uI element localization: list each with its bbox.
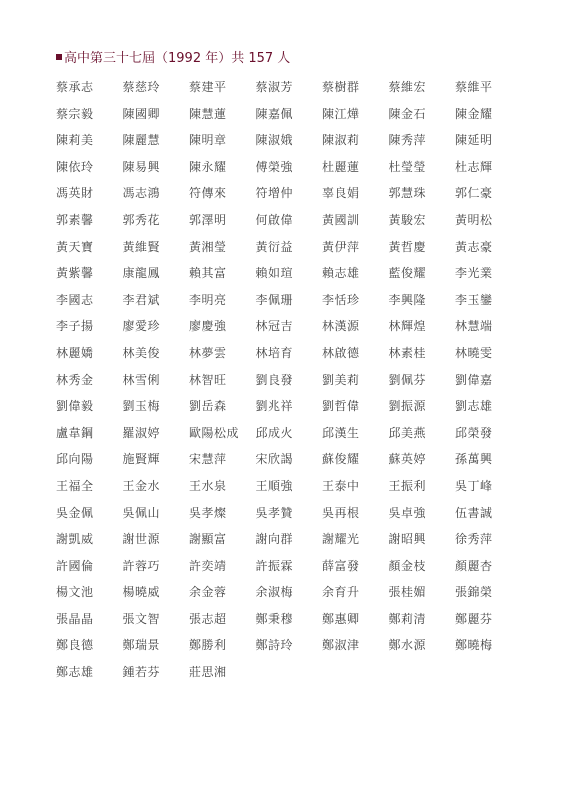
name-entry: 鄭秉穆 [255, 611, 294, 626]
name-entry: 邱成火 [255, 425, 294, 440]
name-entry: 康龍鳳 [122, 266, 161, 281]
name-entry: 鄭淑津 [322, 638, 360, 653]
name-entry: 莊思湘 [189, 665, 227, 680]
name-entry: 林慧端 [455, 319, 493, 334]
name-entry: 黃紫馨 [56, 266, 94, 281]
name-entry: 陳易興 [122, 159, 161, 174]
name-entry: 陳莉美 [56, 133, 94, 148]
name-entry: 徐秀萍 [455, 532, 493, 547]
name-entry: 陳永耀 [189, 159, 227, 174]
name-entry: 劉志雄 [455, 399, 493, 414]
name-entry: 孫萬興 [455, 452, 493, 467]
name-entry: 張志超 [189, 611, 227, 626]
name-entry: 張桂媚 [388, 585, 427, 600]
name-entry: 陳延明 [455, 133, 493, 148]
name-entry: 林漢源 [322, 319, 360, 334]
name-entry: 劉兆祥 [255, 399, 294, 414]
name-entry: 郭素馨 [56, 212, 94, 227]
name-entry: 羅淑婷 [122, 425, 161, 440]
name-entry: 鄭水源 [388, 638, 427, 653]
name-entry: 鄭莉清 [388, 611, 427, 626]
name-entry: 馮英財 [56, 186, 94, 201]
name-entry: 蔡承志 [56, 80, 94, 94]
name-entry: 林冠吉 [255, 319, 294, 334]
name-entry: 黃明松 [455, 212, 493, 227]
name-entry: 林輝煌 [388, 319, 427, 334]
name-entry: 吳佩山 [122, 505, 161, 520]
name-entry: 符增仲 [255, 186, 294, 201]
name-entry: 王順強 [255, 478, 294, 493]
name-entry: 黃國訓 [322, 212, 360, 227]
name-entry: 邱向陽 [56, 452, 94, 467]
name-entry: 許蓉巧 [122, 558, 161, 573]
name-entry: 蔡建平 [189, 80, 227, 94]
name-entry: 楊曉威 [122, 585, 161, 600]
name-entry: 黃伊萍 [322, 239, 360, 254]
name-entry: 劉玉梅 [122, 399, 161, 414]
name-entry: 余金蓉 [189, 585, 227, 600]
name-entry: 陳依玲 [56, 159, 94, 174]
name-entry: 鄭曉梅 [455, 638, 493, 653]
name-entry: 陳江燁 [322, 106, 360, 121]
name-entry: 王金水 [122, 478, 161, 493]
name-entry: 張晶晶 [56, 611, 94, 626]
name-entry: 許振霖 [255, 558, 294, 573]
name-entry: 賴志雄 [322, 266, 360, 281]
name-entry: 邱榮發 [455, 425, 493, 440]
section-heading-text: 高中第三十七屆（1992 年）共 157 人 [64, 51, 291, 66]
name-entry: 余育升 [322, 585, 360, 600]
name-entry: 謝凱威 [56, 532, 94, 547]
name-entry: 陳淑莉 [322, 133, 360, 148]
name-entry: 林培育 [255, 345, 294, 360]
name-entry: 劉佩芬 [388, 372, 427, 387]
name-entry: 吳卓強 [388, 505, 427, 520]
name-entry: 吳再根 [322, 505, 360, 520]
name-entry: 陳麗慧 [122, 133, 161, 148]
name-entry: 林美俊 [122, 345, 161, 360]
name-entry: 余淑梅 [255, 585, 294, 600]
name-entry: 劉振源 [388, 399, 427, 414]
name-entry: 黃維賢 [122, 239, 161, 254]
name-entry: 劉美莉 [322, 372, 360, 387]
name-entry: 鄭惠卿 [322, 611, 360, 626]
name-entry: 藍俊耀 [388, 266, 427, 281]
name-entry: 杜瑩瑩 [388, 159, 427, 174]
section-heading [56, 51, 290, 67]
name-entry: 劉偉嘉 [455, 372, 493, 387]
square-bullet-icon [56, 54, 62, 60]
name-entry: 傅榮強 [255, 159, 294, 174]
name-entry: 黃湘瑩 [189, 239, 227, 254]
name-entry: 廖慶強 [189, 319, 227, 334]
name-entry: 賴如瑄 [255, 266, 294, 281]
name-entry: 郭慧珠 [388, 186, 427, 201]
name-entry: 陳國卿 [122, 106, 161, 121]
name-entry: 蔡維宏 [388, 80, 427, 94]
name-entry: 黃駿宏 [388, 212, 427, 227]
name-entry: 辜良娟 [322, 186, 360, 201]
name-entry: 劉哲偉 [322, 399, 360, 414]
name-entry: 林夢雲 [189, 345, 227, 360]
name-entry: 謝世源 [122, 532, 161, 547]
name-entry: 林雪俐 [122, 372, 161, 387]
name-entry: 宋慧萍 [189, 452, 227, 467]
name-entry: 謝耀光 [322, 532, 360, 547]
name-entry: 楊文池 [56, 585, 94, 600]
name-entry: 薛富發 [322, 558, 360, 573]
name-entry: 蔡維平 [455, 80, 493, 94]
name-entry: 王水泉 [189, 478, 227, 493]
name-entry: 劉偉毅 [56, 399, 94, 414]
name-entry: 林曉雯 [455, 345, 493, 360]
name-entry: 鄭勝利 [189, 638, 227, 653]
name-entry: 李子揚 [56, 319, 94, 334]
name-entry: 顏金枝 [388, 558, 427, 573]
name-entry: 施賢輝 [122, 452, 161, 467]
name-entry: 盧韋鋼 [56, 425, 94, 440]
name-entry: 鄭瑞景 [122, 638, 161, 653]
name-entry: 王振利 [388, 478, 427, 493]
name-entry: 黃天寶 [56, 239, 94, 254]
name-entry: 林啟德 [322, 345, 360, 360]
name-entry: 吳孝贊 [255, 505, 294, 520]
name-entry: 黃衍益 [255, 239, 294, 254]
name-entry: 李君斌 [122, 292, 161, 307]
name-entry: 郭仁豪 [455, 186, 493, 201]
name-entry: 邱漢生 [322, 425, 360, 440]
name-entry: 李明亮 [189, 292, 227, 307]
name-entry: 陳明章 [189, 133, 227, 148]
name-entry: 林秀金 [56, 372, 94, 387]
name-entry: 蘇英婷 [388, 452, 427, 467]
name-entry: 李興隆 [388, 292, 427, 307]
name-entry: 郭澤明 [189, 212, 227, 227]
name-entry: 林素桂 [388, 345, 427, 360]
name-entry: 歐陽松成 [189, 425, 240, 440]
name-entry: 李國志 [56, 292, 94, 307]
name-entry: 宋欣謁 [255, 452, 294, 467]
name-entry: 鄭詩玲 [255, 638, 294, 653]
name-entry: 謝昭興 [388, 532, 427, 547]
name-entry: 郭秀花 [122, 212, 161, 227]
name-entry: 吳丁峰 [455, 478, 493, 493]
name-entry: 鄭良德 [56, 638, 94, 653]
name-entry: 陳金耀 [455, 106, 493, 121]
name-entry: 林智旺 [189, 372, 227, 387]
name-entry: 陳嘉佩 [255, 106, 294, 121]
name-entry: 吳孝燦 [189, 505, 227, 520]
name-entry: 謝向群 [255, 532, 294, 547]
name-entry: 張文智 [122, 611, 161, 626]
name-entry: 許奕靖 [189, 558, 227, 573]
name-entry: 賴其富 [189, 266, 227, 281]
name-entry: 蔡慈玲 [122, 80, 161, 94]
name-entry: 廖愛珍 [122, 319, 161, 334]
name-entry: 謝顯富 [189, 532, 227, 547]
name-entry: 陳金石 [388, 106, 427, 121]
name-entry: 杜志輝 [455, 159, 493, 174]
name-entry: 李恬珍 [322, 292, 360, 307]
name-entry: 陳慧蓮 [189, 106, 227, 121]
name-entry: 蔡樹群 [322, 80, 360, 94]
name-entry: 吳金佩 [56, 505, 94, 520]
name-entry: 劉良發 [255, 372, 294, 387]
name-entry: 馮志鴻 [122, 186, 161, 201]
name-entry: 鄭麗芬 [455, 611, 493, 626]
name-entry: 李光業 [455, 266, 493, 281]
name-entry: 顏麗杏 [455, 558, 493, 573]
name-entry: 王泰中 [322, 478, 360, 493]
name-entry: 符傳來 [189, 186, 227, 201]
name-entry: 李佩珊 [255, 292, 294, 307]
name-entry: 杜麗蓮 [322, 159, 360, 174]
name-entry: 鍾若芬 [122, 665, 161, 680]
name-entry: 黃志豪 [455, 239, 493, 254]
name-entry: 伍書誠 [455, 505, 493, 520]
name-entry: 陳秀萍 [388, 133, 427, 148]
name-entry: 林麗嬌 [56, 345, 94, 360]
name-entry: 蘇俊耀 [322, 452, 360, 467]
name-list [56, 79, 526, 691]
name-entry: 黃哲慶 [388, 239, 427, 254]
name-entry: 蔡宗毅 [56, 106, 94, 121]
name-entry: 許國倫 [56, 558, 94, 573]
name-entry: 張錦榮 [455, 585, 493, 600]
name-entry: 陳淑娥 [255, 133, 294, 148]
name-entry: 鄭志雄 [56, 665, 94, 680]
name-entry: 何啟偉 [255, 212, 294, 227]
name-entry: 李玉鑾 [455, 292, 493, 307]
name-entry: 王福全 [56, 478, 94, 493]
name-entry: 劉岳森 [189, 399, 227, 414]
name-entry: 蔡淑芳 [255, 80, 294, 94]
name-entry: 邱美燕 [388, 425, 427, 440]
